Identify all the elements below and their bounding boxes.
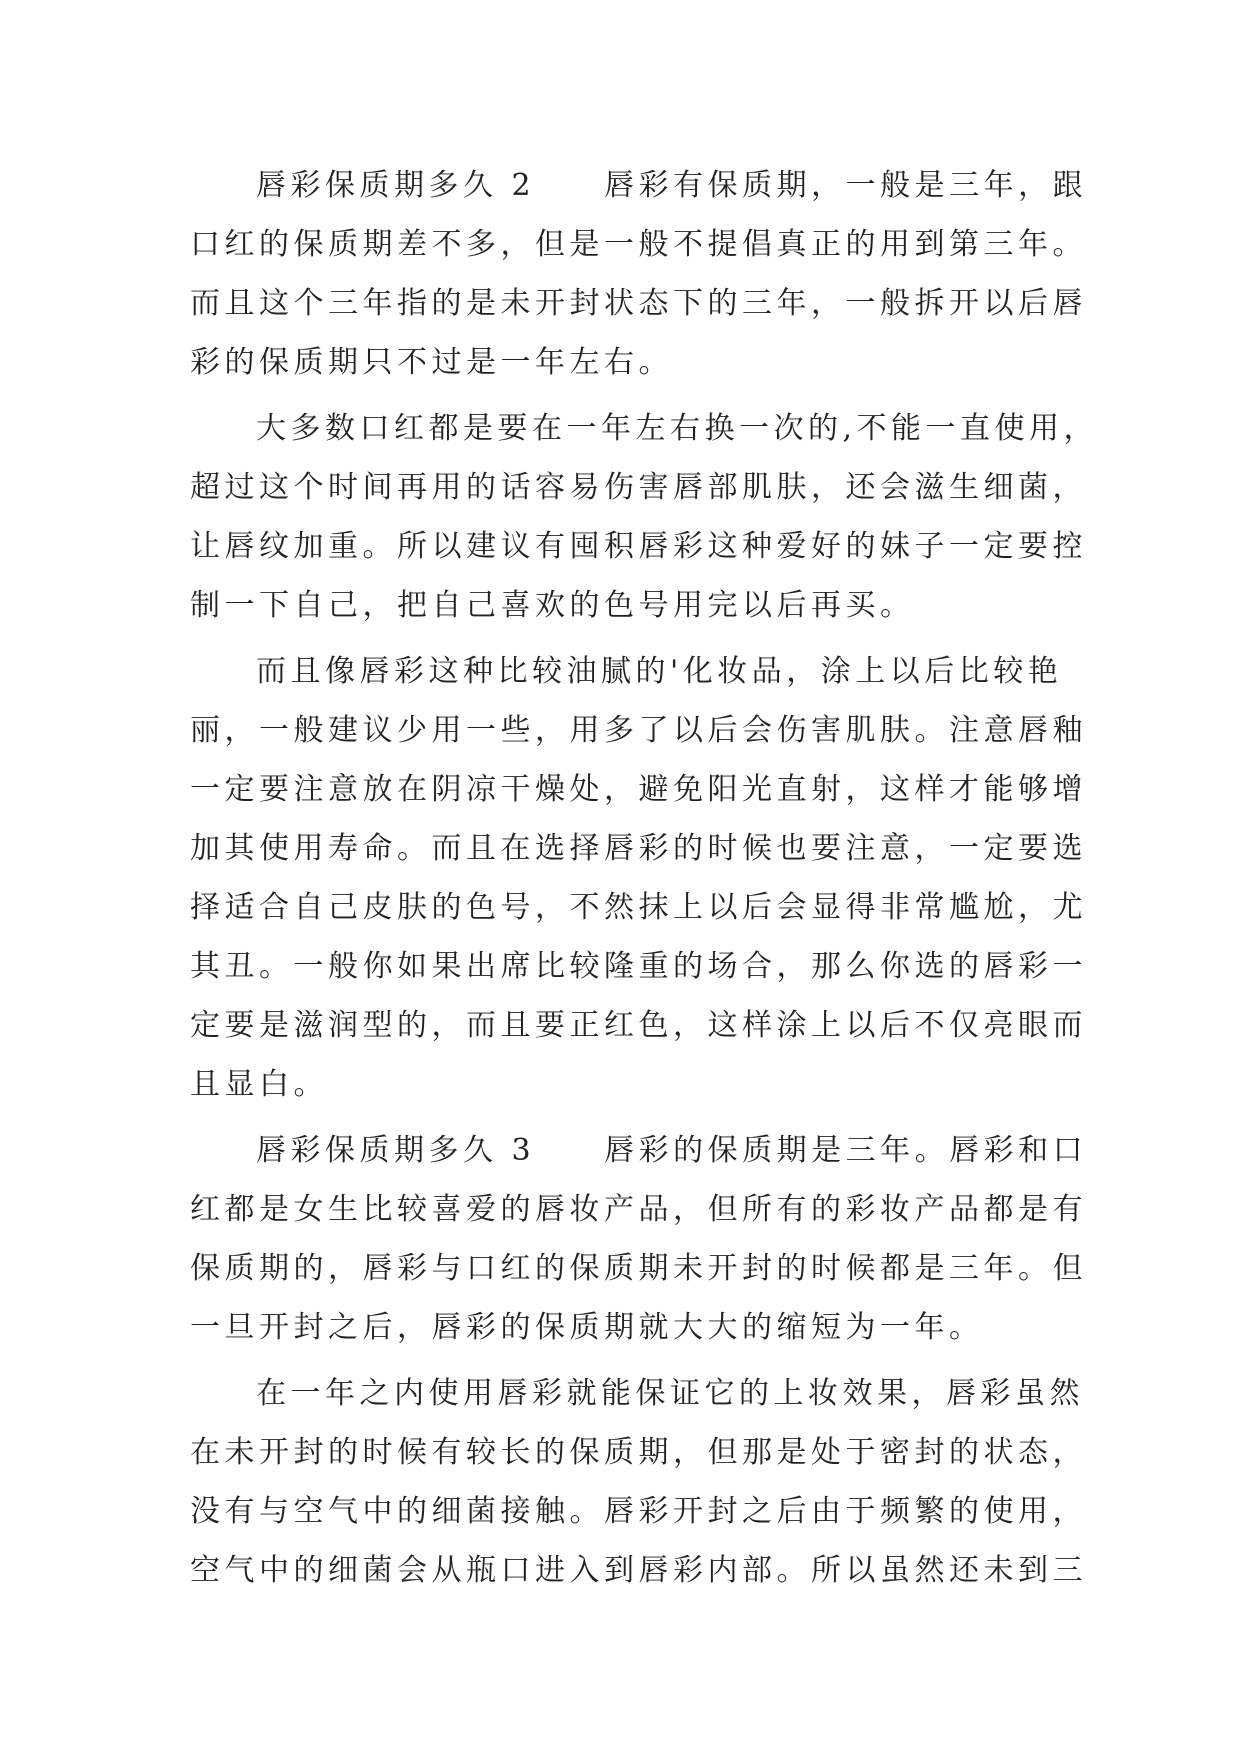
text-line: 而且这个三年指的是未开封状态下的三年，一般拆开以后唇 xyxy=(190,286,1087,321)
text-line: 而且像唇彩这种比较油腻的'化妆品，涂上以后比较艳 xyxy=(256,654,1063,689)
text-line: 制一下自己，把自己喜欢的色号用完以后再买。 xyxy=(190,588,915,623)
text-line: 丽，一般建议少用一些，用多了以后会伤害肌肤。注意唇釉 xyxy=(190,713,1087,748)
text-line: 且显白。 xyxy=(190,1067,328,1102)
paragraph xyxy=(190,1121,1088,1357)
text-line: 红都是女生比较喜爱的唇妆产品，但所有的彩妆产品都是有 xyxy=(190,1192,1087,1227)
text-line: 没有与空气中的细菌接触。唇彩开封之后由于频繁的使用， xyxy=(190,1494,1087,1529)
paragraph xyxy=(190,1364,1087,1600)
text-line: 其丑。一般你如果出席比较隆重的场合，那么你选的唇彩一 xyxy=(190,949,1087,984)
text-line: 定要是滋润型的，而且要正红色，这样涂上以后不仅亮眼而 xyxy=(190,1008,1087,1043)
text-line: 在未开封的时候有较长的保质期，但那是处于密封的状态， xyxy=(190,1435,1087,1470)
paragraph xyxy=(190,156,1088,392)
paragraph xyxy=(190,399,1099,635)
text-line: 让唇纹加重。所以建议有囤积唇彩这种爱好的妹子一定要控 xyxy=(190,529,1087,564)
text-line: 口红的保质期差不多，但是一般不提倡真正的用到第三年。 xyxy=(190,227,1087,262)
paragraph xyxy=(190,642,1087,1114)
text-line: 彩的保质期只不过是一年左右。 xyxy=(190,345,673,380)
text-line: 超过这个时间再用的话容易伤害唇部肌肤，还会滋生细菌， xyxy=(190,470,1087,505)
text-line: 一定要注意放在阴凉干燥处，避免阳光直射，这样才能够增 xyxy=(190,772,1087,807)
text-line: 空气中的细菌会从瓶口进入到唇彩内部。所以虽然还未到三 xyxy=(190,1553,1087,1588)
document-body xyxy=(190,156,1099,1600)
text-line: 唇彩保质期多久 2 唇彩有保质期，一般是三年，跟 xyxy=(256,168,1088,203)
text-line: 一旦开封之后，唇彩的保质期就大大的缩短为一年。 xyxy=(190,1310,984,1345)
text-line: 加其使用寿命。而且在选择唇彩的时候也要注意，一定要选 xyxy=(190,831,1087,866)
text-line: 大多数口红都是要在一年左右换一次的,不能一直使用， xyxy=(256,411,1099,446)
text-line: 在一年之内使用唇彩就能保证它的上妆效果，唇彩虽然 xyxy=(256,1376,1084,1411)
text-line: 保质期的，唇彩与口红的保质期未开封的时候都是三年。但 xyxy=(190,1251,1087,1286)
text-line: 唇彩保质期多久 3 唇彩的保质期是三年。唇彩和口 xyxy=(256,1133,1088,1168)
text-line: 择适合自己皮肤的色号，不然抹上以后会显得非常尴尬，尤 xyxy=(190,890,1087,925)
